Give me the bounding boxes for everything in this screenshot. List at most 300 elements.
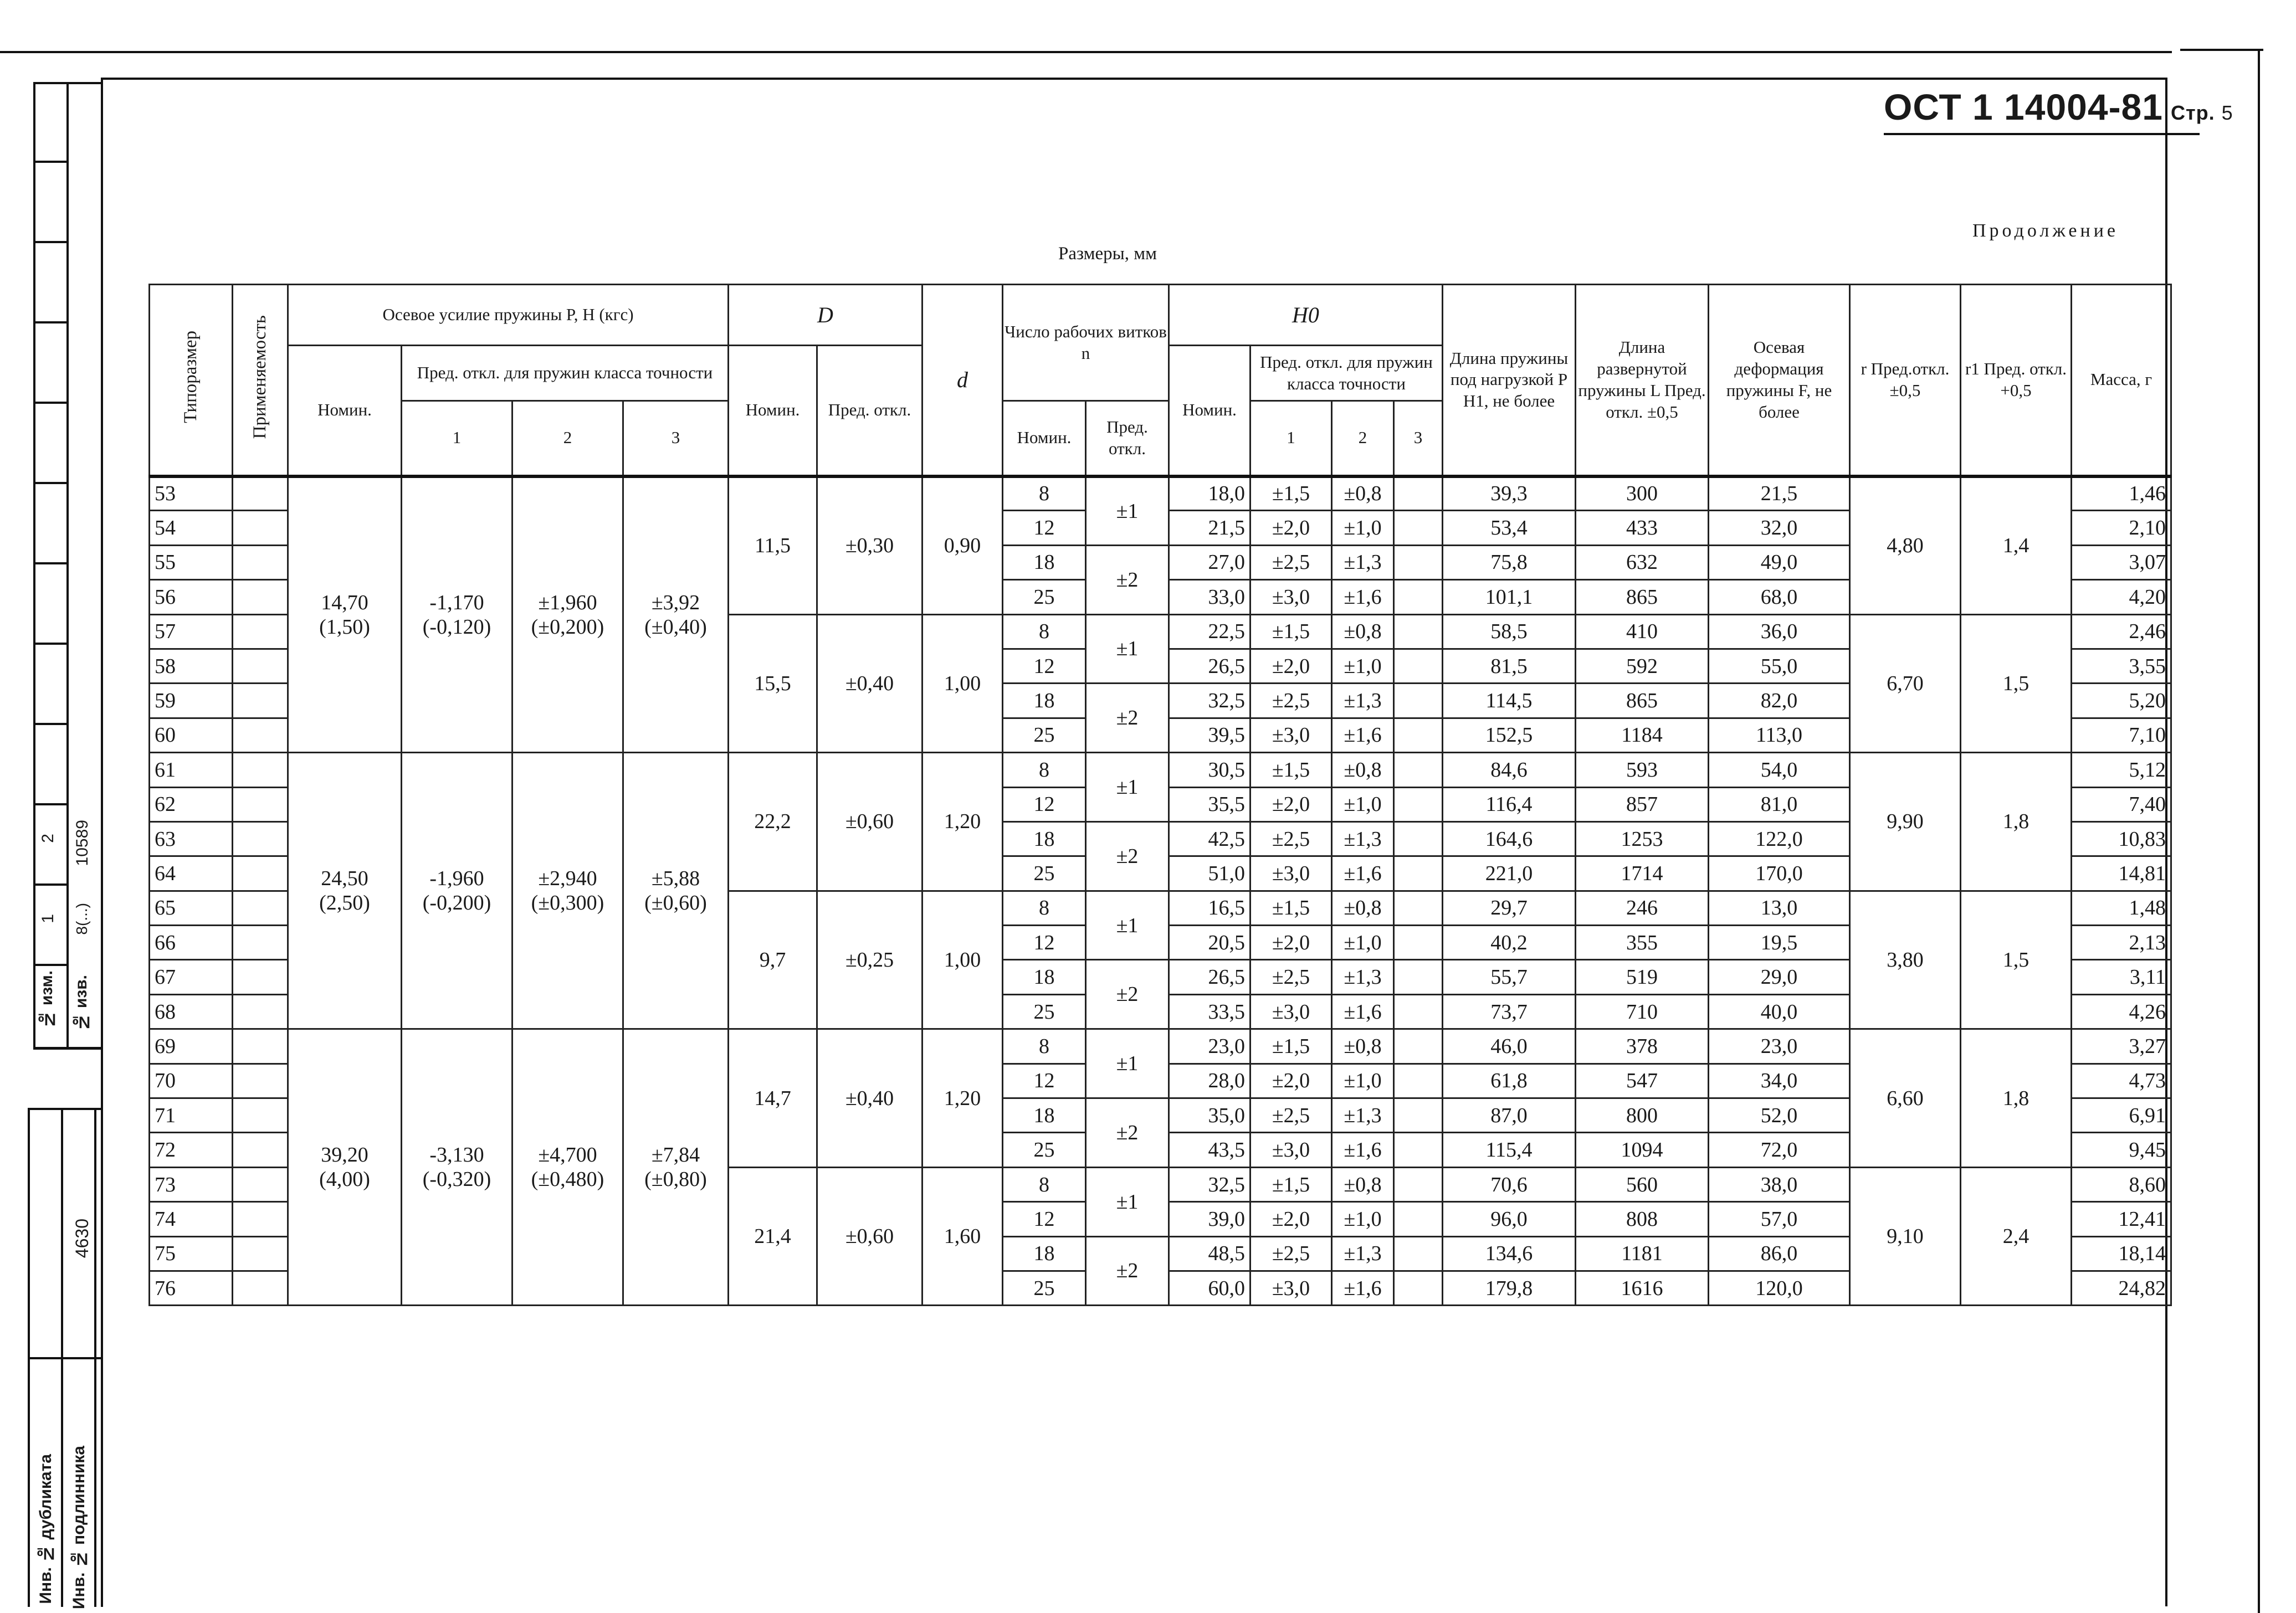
cell-developed-length: 857	[1576, 787, 1709, 821]
header-d: d	[922, 285, 1003, 476]
cell-H0-class-3	[1394, 1202, 1443, 1236]
cell-H0-class-1: ±3,0	[1250, 718, 1332, 752]
cell-force-class-2-line: ±2,940	[538, 867, 597, 891]
header-developed-length: Длина развернутой пружины L Пред. откл. ±0,5	[1576, 285, 1709, 476]
cell-loaded-length: 84,6	[1443, 753, 1576, 787]
cell-turns: 8	[1003, 1029, 1086, 1064]
left-frame-line	[101, 78, 103, 1607]
cell-force-nominal-line: (1,50)	[319, 615, 370, 639]
cell-deformation: 52,0	[1709, 1098, 1850, 1133]
cell-force-class-2-line: (±0,300)	[531, 891, 604, 915]
inner-top-line	[101, 78, 2166, 80]
cell-force-class-1	[402, 753, 512, 1029]
cell-mass: 2,13	[2072, 926, 2171, 960]
cell-H0-class-2: ±1,3	[1332, 960, 1394, 994]
cell-D-nominal: 15,5	[729, 614, 817, 753]
cell-deformation: 72,0	[1709, 1133, 1850, 1167]
cell-size: 64	[150, 856, 233, 891]
cell-force-class-3-line: (±0,60)	[644, 891, 707, 915]
stamp-row-line	[33, 803, 69, 805]
stamp-lower-top	[28, 1108, 103, 1110]
cell-D-tolerance: ±0,40	[817, 1029, 922, 1168]
stamp-sheet: 1	[39, 914, 57, 923]
cell-developed-length: 1184	[1576, 718, 1709, 752]
cell-force-nominal-line: (2,50)	[319, 891, 370, 915]
cell-deformation: 54,0	[1709, 753, 1850, 787]
cell-developed-length: 355	[1576, 926, 1709, 960]
cell-force-nominal	[288, 1029, 402, 1306]
cell-D-tolerance: ±0,60	[817, 1167, 922, 1306]
cell-deformation: 68,0	[1709, 580, 1850, 614]
cell-turns: 12	[1003, 1202, 1086, 1236]
cell-developed-length: 410	[1576, 614, 1709, 649]
header-H0-class-3: 3	[1394, 401, 1443, 476]
cell-force-nominal	[288, 476, 402, 753]
cell-loaded-length: 114,5	[1443, 684, 1576, 718]
cell-developed-length: 1181	[1576, 1236, 1709, 1271]
cell-force-class-2	[512, 476, 623, 753]
cell-force-nominal-line: (4,00)	[319, 1168, 370, 1191]
cell-H0-class-2: ±1,0	[1332, 649, 1394, 683]
cell-r1: 1,8	[1961, 753, 2072, 891]
cell-developed-length: 808	[1576, 1202, 1709, 1236]
cell-applicability	[233, 1236, 288, 1271]
cell-force-class-2-line: ±4,700	[538, 1143, 597, 1167]
cell-loaded-length: 81,5	[1443, 649, 1576, 683]
cell-H0-class-1: ±3,0	[1250, 1133, 1332, 1167]
cell-turns-tolerance: ±2	[1086, 821, 1169, 891]
cell-H0: 20,5	[1169, 926, 1250, 960]
cell-loaded-length: 179,8	[1443, 1271, 1576, 1305]
cell-H0-class-2: ±1,6	[1332, 1271, 1394, 1305]
cell-H0-class-1: ±2,0	[1250, 1064, 1332, 1098]
cell-mass: 4,20	[2072, 580, 2171, 614]
cell-H0-class-2: ±1,3	[1332, 684, 1394, 718]
cell-applicability	[233, 511, 288, 545]
stamp-upper-line-a	[33, 82, 35, 1049]
spring-spec-table	[148, 284, 2172, 1306]
cell-size: 62	[150, 787, 233, 821]
cell-size: 65	[150, 891, 233, 925]
right-frame-line	[2258, 51, 2260, 1613]
cell-developed-length: 560	[1576, 1167, 1709, 1201]
cell-turns: 25	[1003, 718, 1086, 752]
cell-force-class-1-line: (-0,120)	[422, 615, 491, 639]
cell-mass: 8,60	[2072, 1167, 2171, 1201]
cell-loaded-length: 152,5	[1443, 718, 1576, 752]
table-row	[150, 476, 2171, 511]
cell-H0: 16,5	[1169, 891, 1250, 925]
cell-H0-class-3	[1394, 821, 1443, 856]
cell-size: 59	[150, 684, 233, 718]
cell-H0-class-3	[1394, 787, 1443, 821]
cell-force-class-2-line: (±0,200)	[531, 615, 604, 639]
header-H0: H0	[1169, 285, 1443, 346]
cell-force-nominal	[288, 753, 402, 1029]
cell-H0: 22,5	[1169, 614, 1250, 649]
continuation-label: Продолжение	[1972, 220, 2119, 241]
cell-size: 55	[150, 545, 233, 579]
cell-size: 73	[150, 1167, 233, 1201]
stamp-lower-mid	[28, 1357, 103, 1359]
cell-H0-class-2: ±1,3	[1332, 1098, 1394, 1133]
cell-d: 0,90	[922, 476, 1003, 615]
cell-turns: 25	[1003, 994, 1086, 1029]
cell-applicability	[233, 787, 288, 821]
cell-H0-class-2: ±0,8	[1332, 753, 1394, 787]
cell-H0: 35,5	[1169, 787, 1250, 821]
header-turns-tolerance: Пред. откл.	[1086, 401, 1169, 476]
cell-D-nominal: 21,4	[729, 1167, 817, 1306]
cell-force-class-1	[402, 1029, 512, 1306]
cell-H0-class-2: ±1,6	[1332, 994, 1394, 1029]
cell-deformation: 82,0	[1709, 684, 1850, 718]
cell-d: 1,20	[922, 753, 1003, 891]
cell-H0-class-1: ±3,0	[1250, 580, 1332, 614]
cell-turns: 18	[1003, 545, 1086, 579]
cell-deformation: 32,0	[1709, 511, 1850, 545]
header-H0-nominal: Номин.	[1169, 346, 1250, 476]
cell-H0-class-3	[1394, 614, 1443, 649]
cell-applicability	[233, 545, 288, 579]
cell-H0-class-1: ±1,5	[1250, 1029, 1332, 1064]
cell-developed-length: 800	[1576, 1098, 1709, 1133]
cell-size: 74	[150, 1202, 233, 1236]
cell-force-class-2	[512, 753, 623, 1029]
cell-force-class-3	[623, 1029, 729, 1306]
cell-loaded-length: 134,6	[1443, 1236, 1576, 1271]
cell-r: 6,60	[1850, 1029, 1961, 1168]
header-H0-tolerance: Пред. откл. для пружин класса точности	[1250, 346, 1443, 401]
cell-H0-class-3	[1394, 891, 1443, 925]
cell-developed-length: 300	[1576, 476, 1709, 511]
cell-H0-class-3	[1394, 476, 1443, 511]
cell-turns: 18	[1003, 821, 1086, 856]
cell-force-class-1-line: -1,170	[429, 590, 484, 614]
cell-H0: 33,5	[1169, 994, 1250, 1029]
cell-applicability	[233, 753, 288, 787]
header-H0-class-2: 2	[1332, 401, 1394, 476]
cell-H0: 30,5	[1169, 753, 1250, 787]
cell-developed-length: 1616	[1576, 1271, 1709, 1305]
stamp-inv-no: 4630	[72, 1219, 92, 1258]
stamp-orig-label: Инв. № подлинника	[70, 1446, 88, 1610]
header-force-class-3: 3	[623, 401, 729, 476]
cell-turns: 8	[1003, 614, 1086, 649]
cell-H0: 60,0	[1169, 1271, 1250, 1305]
cell-developed-length: 593	[1576, 753, 1709, 787]
cell-D-tolerance: ±0,40	[817, 614, 922, 753]
cell-H0-class-1: ±1,5	[1250, 1167, 1332, 1201]
cell-H0-class-1: ±2,5	[1250, 1098, 1332, 1133]
cell-H0-class-1: ±3,0	[1250, 994, 1332, 1029]
cell-turns: 18	[1003, 684, 1086, 718]
cell-mass: 9,45	[2072, 1133, 2171, 1167]
header-force-class-2: 2	[512, 401, 623, 476]
cell-r1: 1,5	[1961, 891, 2072, 1029]
page-number: 5	[2221, 101, 2233, 124]
cell-turns: 12	[1003, 511, 1086, 545]
cell-applicability	[233, 684, 288, 718]
cell-H0-class-1: ±1,5	[1250, 891, 1332, 925]
cell-H0-class-3	[1394, 1064, 1443, 1098]
cell-r: 6,70	[1850, 614, 1961, 753]
cell-size: 69	[150, 1029, 233, 1064]
cell-H0: 48,5	[1169, 1236, 1250, 1271]
cell-D-tolerance: ±0,30	[817, 476, 922, 615]
cell-H0: 23,0	[1169, 1029, 1250, 1064]
header-force-class-1: 1	[402, 401, 512, 476]
header-size: Типоразмер	[150, 285, 233, 476]
cell-H0: 42,5	[1169, 821, 1250, 856]
cell-applicability	[233, 580, 288, 614]
cell-force-class-1-line: (-0,320)	[422, 1168, 491, 1191]
cell-D-nominal: 14,7	[729, 1029, 817, 1168]
cell-mass: 3,55	[2072, 649, 2171, 683]
cell-deformation: 21,5	[1709, 476, 1850, 511]
cell-D-tolerance: ±0,25	[817, 891, 922, 1029]
cell-force-nominal-line: 39,20	[321, 1143, 368, 1167]
cell-applicability	[233, 1029, 288, 1064]
cell-force-class-3	[623, 753, 729, 1029]
cell-deformation: 55,0	[1709, 649, 1850, 683]
cell-mass: 1,46	[2072, 476, 2171, 511]
cell-turns: 8	[1003, 891, 1086, 925]
cell-loaded-length: 115,4	[1443, 1133, 1576, 1167]
header-turns-nominal: Номин.	[1003, 401, 1086, 476]
cell-mass: 7,40	[2072, 787, 2171, 821]
cell-loaded-length: 29,7	[1443, 891, 1576, 925]
cell-size: 67	[150, 960, 233, 994]
cell-mass: 5,20	[2072, 684, 2171, 718]
cell-force-class-2	[512, 1029, 623, 1306]
cell-H0-class-2: ±1,0	[1332, 1202, 1394, 1236]
header-force: Осевое усилие пружины P, Н (кгс)	[288, 285, 729, 346]
cell-developed-length: 378	[1576, 1029, 1709, 1064]
cell-turns-tolerance: ±1	[1086, 614, 1169, 684]
stamp-row-line	[33, 883, 69, 886]
cell-turns: 18	[1003, 1098, 1086, 1133]
cell-turns: 12	[1003, 926, 1086, 960]
cell-applicability	[233, 1167, 288, 1201]
cell-force-nominal-line: 24,50	[321, 867, 368, 891]
cell-turns-tolerance: ±1	[1086, 1029, 1169, 1098]
cell-r1: 1,5	[1961, 614, 2072, 753]
cell-force-class-3-line: ±7,84	[651, 1143, 700, 1167]
header-D-tolerance: Пред. откл.	[817, 346, 922, 476]
cell-force-class-1-line: -1,960	[429, 867, 484, 891]
doc-code-underline	[1884, 133, 2200, 135]
cell-applicability	[233, 891, 288, 925]
page-label: Стр.	[2170, 101, 2215, 124]
cell-developed-length: 1253	[1576, 821, 1709, 856]
cell-size: 72	[150, 1133, 233, 1167]
cell-H0-class-2: ±1,6	[1332, 856, 1394, 891]
cell-turns-tolerance: ±2	[1086, 1098, 1169, 1168]
cell-H0-class-1: ±2,0	[1250, 787, 1332, 821]
cell-D-nominal: 9,7	[729, 891, 817, 1029]
cell-H0: 26,5	[1169, 649, 1250, 683]
header-r1: r1 Пред. откл. +0,5	[1961, 285, 2072, 476]
stamp-row-line	[33, 964, 69, 966]
stamp-sheet-code: 8(...)	[73, 903, 90, 935]
cell-turns-tolerance: ±2	[1086, 960, 1169, 1029]
cell-deformation: 23,0	[1709, 1029, 1850, 1064]
cell-H0-class-2: ±1,6	[1332, 580, 1394, 614]
cell-force-class-3	[623, 476, 729, 753]
cell-deformation: 36,0	[1709, 614, 1850, 649]
cell-loaded-length: 70,6	[1443, 1167, 1576, 1201]
cell-H0-class-1: ±2,5	[1250, 960, 1332, 994]
cell-deformation: 38,0	[1709, 1167, 1850, 1201]
cell-size: 70	[150, 1064, 233, 1098]
cell-deformation: 81,0	[1709, 787, 1850, 821]
cell-deformation: 40,0	[1709, 994, 1850, 1029]
cell-size: 57	[150, 614, 233, 649]
cell-applicability	[233, 1133, 288, 1167]
cell-turns: 18	[1003, 960, 1086, 994]
cell-H0-class-1: ±1,5	[1250, 614, 1332, 649]
cell-loaded-length: 39,3	[1443, 476, 1576, 511]
cell-H0: 28,0	[1169, 1064, 1250, 1098]
cell-D-tolerance: ±0,60	[817, 753, 922, 891]
cell-force-class-1-line: (-0,200)	[422, 891, 491, 915]
cell-H0-class-3	[1394, 684, 1443, 718]
top-frame-line	[0, 51, 2172, 53]
header-D-nominal: Номин.	[729, 346, 817, 476]
cell-H0-class-3	[1394, 1098, 1443, 1133]
header-r: r Пред.откл. ±0,5	[1850, 285, 1961, 476]
header-H0-class-1: 1	[1250, 401, 1332, 476]
cell-applicability	[233, 476, 288, 511]
cell-size: 68	[150, 994, 233, 1029]
cell-force-class-2-line: (±0,480)	[531, 1168, 604, 1191]
header-loaded-length: Длина пружины под нагрузкой P H1, не более	[1443, 285, 1576, 476]
dimensions-note: Размеры, мм	[1058, 244, 1157, 264]
cell-loaded-length: 116,4	[1443, 787, 1576, 821]
cell-H0-class-2: ±1,6	[1332, 718, 1394, 752]
stamp-change-label: № изм.	[38, 970, 56, 1029]
cell-H0-class-3	[1394, 649, 1443, 683]
cell-H0: 39,5	[1169, 718, 1250, 752]
cell-size: 71	[150, 1098, 233, 1133]
cell-r: 9,10	[1850, 1167, 1961, 1306]
cell-mass: 2,10	[2072, 511, 2171, 545]
stamp-row-line	[33, 161, 69, 163]
cell-turns-tolerance: ±1	[1086, 753, 1169, 822]
cell-deformation: 29,0	[1709, 960, 1850, 994]
cell-mass: 4,26	[2072, 994, 2171, 1029]
doc-code-text: ОСТ 1 14004-81	[1884, 86, 2163, 127]
cell-applicability	[233, 1064, 288, 1098]
cell-size: 54	[150, 511, 233, 545]
header-D: D	[729, 285, 922, 346]
cell-H0-class-3	[1394, 1271, 1443, 1305]
cell-deformation: 57,0	[1709, 1202, 1850, 1236]
cell-mass: 2,46	[2072, 614, 2171, 649]
cell-force-class-1	[402, 476, 512, 753]
cell-size: 66	[150, 926, 233, 960]
cell-deformation: 86,0	[1709, 1236, 1850, 1271]
stamp-doc-no: 10589	[73, 820, 91, 866]
cell-H0: 32,5	[1169, 684, 1250, 718]
cell-applicability	[233, 1271, 288, 1305]
cell-applicability	[233, 926, 288, 960]
cell-force-class-3-line: ±5,88	[651, 867, 700, 891]
table-body	[150, 476, 2171, 1306]
cell-r: 4,80	[1850, 476, 1961, 615]
cell-turns: 25	[1003, 1133, 1086, 1167]
cell-mass: 6,91	[2072, 1098, 2171, 1133]
stamp-row-line	[33, 643, 69, 645]
header-force-tolerance: Пред. откл. для пружин класса точности	[402, 346, 729, 401]
cell-H0: 51,0	[1169, 856, 1250, 891]
header-turns: Число рабочих витков n	[1003, 285, 1169, 401]
cell-developed-length: 710	[1576, 994, 1709, 1029]
cell-deformation: 113,0	[1709, 718, 1850, 752]
header-force-nominal: Номин.	[288, 346, 402, 476]
cell-applicability	[233, 1098, 288, 1133]
cell-H0-class-2: ±1,3	[1332, 1236, 1394, 1271]
cell-turns: 18	[1003, 1236, 1086, 1271]
header-deformation: Осевая деформация пружины F, не более	[1709, 285, 1850, 476]
cell-loaded-length: 40,2	[1443, 926, 1576, 960]
cell-developed-length: 632	[1576, 545, 1709, 579]
cell-H0: 21,5	[1169, 511, 1250, 545]
cell-turns: 25	[1003, 1271, 1086, 1305]
cell-force-nominal-line: 14,70	[321, 590, 368, 614]
cell-mass: 7,10	[2072, 718, 2171, 752]
cell-H0-class-2: ±0,8	[1332, 476, 1394, 511]
cell-turns: 12	[1003, 1064, 1086, 1098]
stamp-row-line	[33, 482, 69, 484]
cell-H0-class-2: ±1,0	[1332, 926, 1394, 960]
table-row	[150, 1029, 2171, 1064]
cell-loaded-length: 96,0	[1443, 1202, 1576, 1236]
cell-loaded-length: 46,0	[1443, 1029, 1576, 1064]
cell-d: 1,00	[922, 614, 1003, 753]
cell-mass: 3,11	[2072, 960, 2171, 994]
cell-H0-class-1: ±3,0	[1250, 1271, 1332, 1305]
cell-applicability	[233, 856, 288, 891]
cell-loaded-length: 61,8	[1443, 1064, 1576, 1098]
cell-turns: 25	[1003, 580, 1086, 614]
cell-H0-class-1: ±2,5	[1250, 684, 1332, 718]
cell-applicability	[233, 821, 288, 856]
cell-H0-class-1: ±2,0	[1250, 926, 1332, 960]
cell-D-nominal: 11,5	[729, 476, 817, 615]
cell-size: 75	[150, 1236, 233, 1271]
stamp-upper-top	[33, 82, 103, 84]
stamp-rev-no: 2	[39, 834, 57, 843]
cell-loaded-length: 164,6	[1443, 821, 1576, 856]
stamp-row-line	[33, 321, 69, 323]
cell-size: 53	[150, 476, 233, 511]
cell-d: 1,00	[922, 891, 1003, 1029]
cell-turns: 8	[1003, 753, 1086, 787]
cell-H0-class-2: ±0,8	[1332, 614, 1394, 649]
cell-H0-class-1: ±2,0	[1250, 649, 1332, 683]
stamp-notice-label: № изв.	[72, 975, 90, 1031]
cell-mass: 14,81	[2072, 856, 2171, 891]
cell-loaded-length: 58,5	[1443, 614, 1576, 649]
cell-D-nominal: 22,2	[729, 753, 817, 891]
cell-loaded-length: 87,0	[1443, 1098, 1576, 1133]
cell-H0-class-3	[1394, 1236, 1443, 1271]
cell-r: 3,80	[1850, 891, 1961, 1029]
cell-deformation: 122,0	[1709, 821, 1850, 856]
cell-mass: 4,73	[2072, 1064, 2171, 1098]
